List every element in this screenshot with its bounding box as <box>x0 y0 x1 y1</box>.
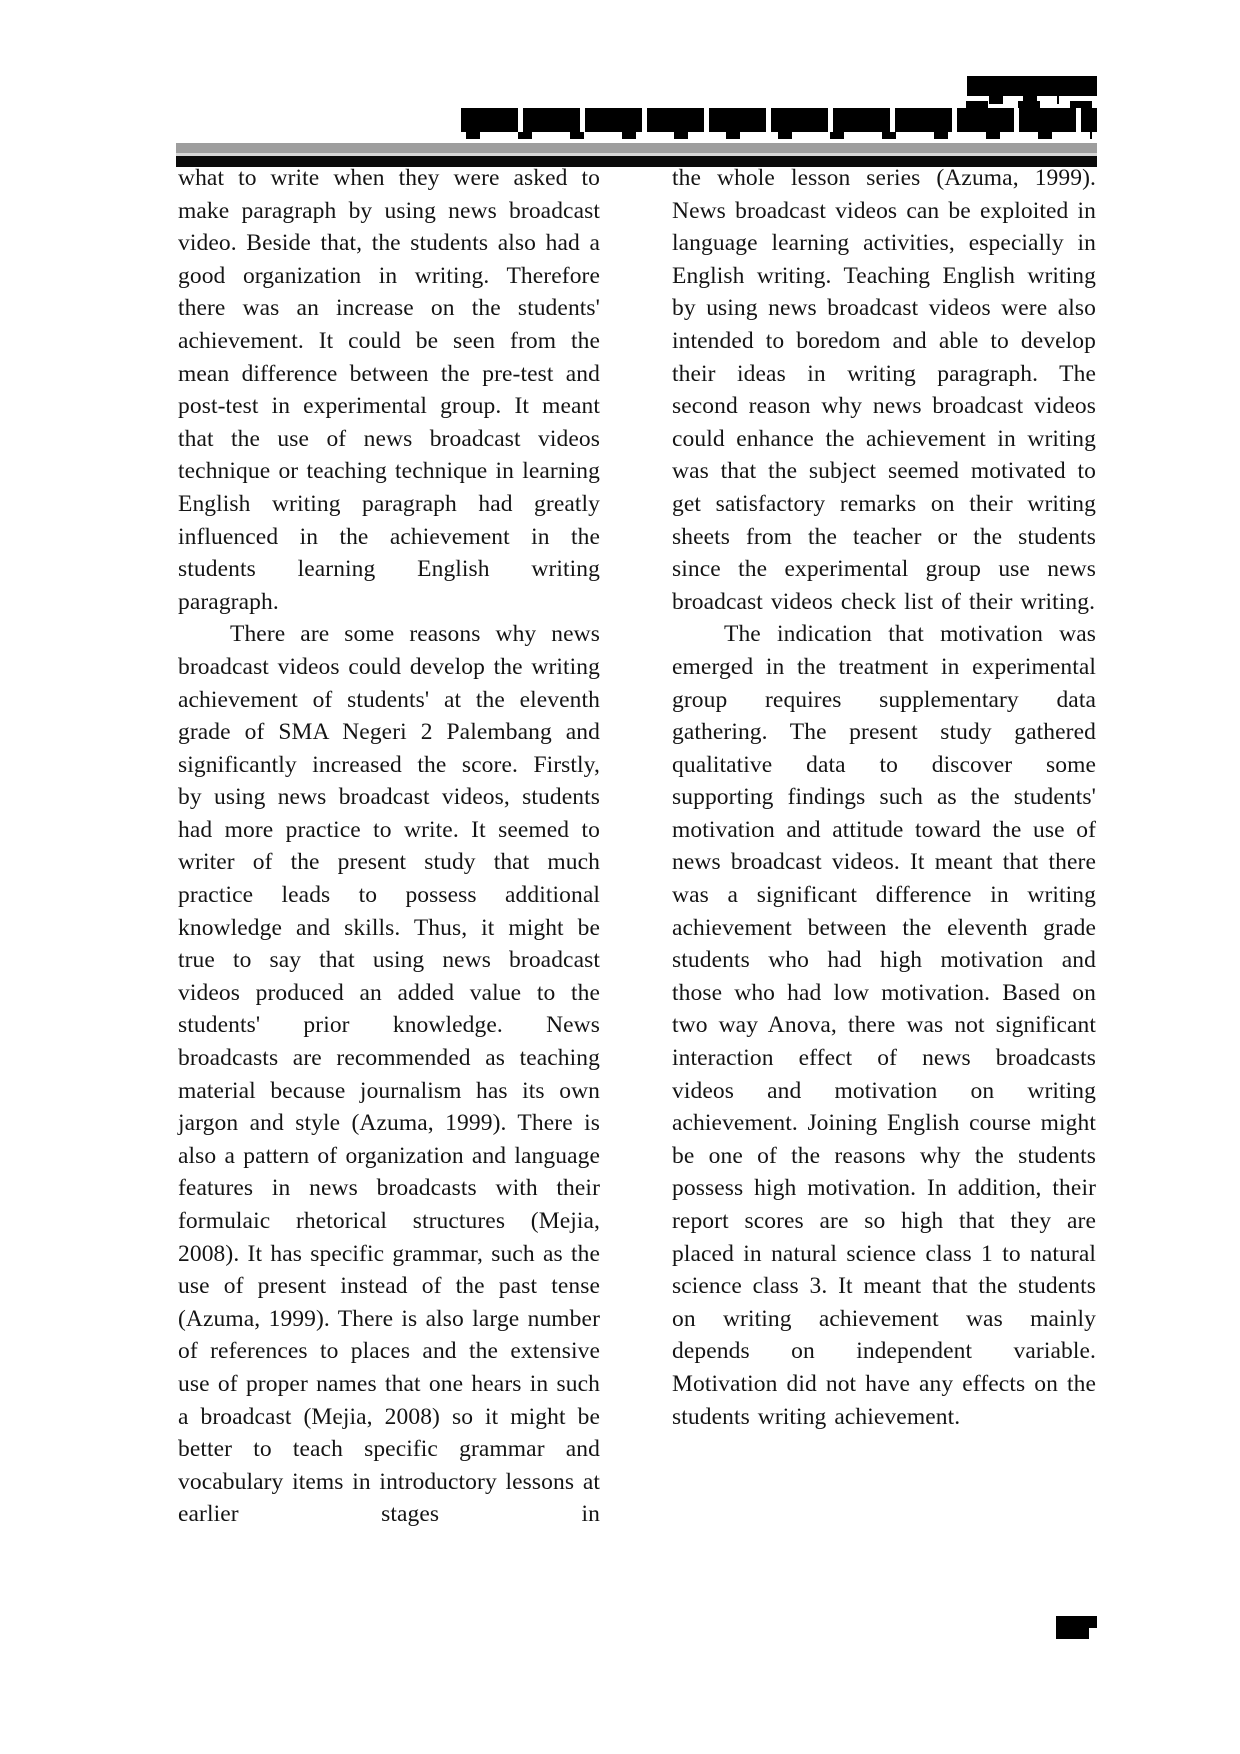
paragraph-left-2: There are some reasons why news broadcast videos could develop the writing achievement of students' at the eleventh grade of SMA Negeri 2 Palembang and significantly increased the score. Firstly, by using news broadcast videos, students had more practice to write. It seemed to writer of the present study that much practice leads to possess additional knowledge and skills. Thus, it might be true to say that using news broadcast videos produced an added value to the students' prior knowledge. News broadcasts are recommended as teaching material because journalism has its own jargon and style (Azuma, 1999). There is also a pattern of organization and language features in news broadcasts with their formulaic rhetorical structures (Mejia, 2008). It has specific grammar, such as the use of present instead of the past tense (Azuma, 1999). There is also large number of references to places and the extensive use of proper names that one hears in such a broadcast (Mejia, 2008) so it might be better to teach specific grammar and vocabulary items in introductory lessons at earlier stages in <box>178 621 600 1528</box>
redacted-page-number-fragment <box>1056 1628 1089 1639</box>
paragraph-left-1: what to write when they were asked to make paragraph by using news broadcast video. Beside that, the students also had a good organization in writing. Therefore there was an increase on the students' achievement. It could be seen from the mean difference between the pre-test and post-test in experimental group. It meant that the use of news broadcast videos technique or teaching technique in learning English writing paragraph had greatly influenced in the achievement in the students learning English writing paragraph. <box>178 165 600 615</box>
redacted-header-mark <box>967 76 1097 96</box>
header-rule-gray <box>176 143 1097 153</box>
paragraph-right-2: The indication that motivation was emerged in the treatment in experimental group requires supplementary data gathering. The present study gathered qualitative data to discover some supporting findings such as the students' motivation and attitude toward the use of news broadcast videos. It meant that there was a significant difference in writing achievement between the eleventh grade students who had high motivation and those who had low motivation. Based on two way Anova, there was not significant interaction effect of news broadcasts videos and motivation on writing achievement. Joining English course might be one of the reasons why the students possess high motivation. In addition, their report scores are so high that they are placed in natural science class 1 to natural science class 3. It meant that the students on writing achievement was mainly depends on independent variable. Motivation did not have any effects on the students writing achievement. <box>672 621 1096 1430</box>
redacted-title-bar <box>461 108 1097 132</box>
paragraph-right-1: the whole lesson series (Azuma, 1999). News broadcast videos can be exploited in language learning activities, especially in English writing. Teaching English writing by using news broadcast videos were also intended to boredom and able to develop their ideas in writing paragraph. The second reason why news broadcast videos could enhance the achievement in writing was that the subject seemed motivated to get satisfactory remarks on their writing sheets from the teacher or the students since the experimental group use news broadcast videos check list of their writing. <box>672 165 1096 615</box>
redacted-title-fragments-bottom <box>466 132 1092 139</box>
redacted-page-number <box>1056 1616 1097 1628</box>
right-column <box>672 162 1096 1433</box>
redacted-title-fragments-top <box>966 101 1096 108</box>
left-column <box>178 162 600 1531</box>
